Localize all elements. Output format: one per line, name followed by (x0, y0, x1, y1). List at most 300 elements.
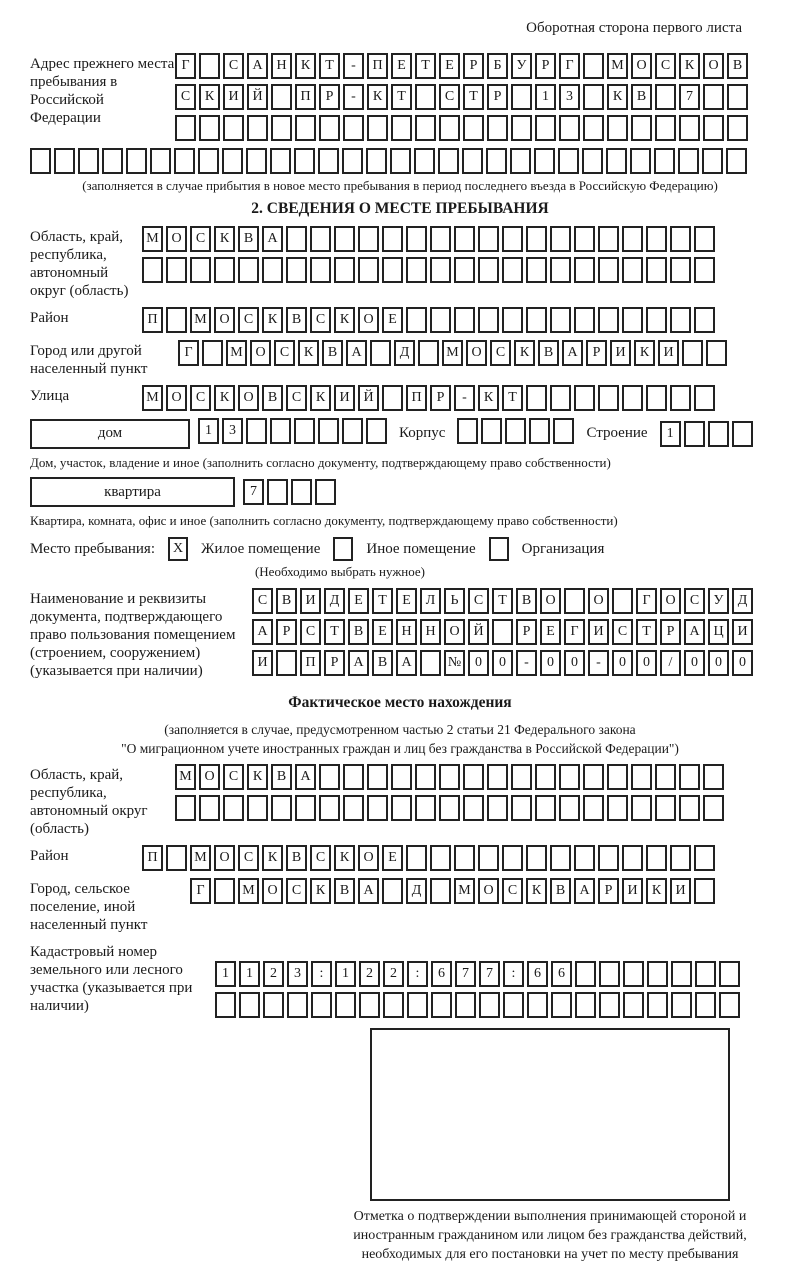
char-cell[interactable] (479, 992, 500, 1018)
char-cell[interactable]: Т (502, 385, 523, 411)
char-cell[interactable] (599, 992, 620, 1018)
char-cell[interactable] (430, 257, 451, 283)
char-cell[interactable] (622, 307, 643, 333)
char-cell[interactable]: 0 (468, 650, 489, 676)
char-cell[interactable] (574, 257, 595, 283)
char-cell[interactable]: Й (358, 385, 379, 411)
char-cell[interactable]: - (588, 650, 609, 676)
char-cell[interactable]: В (276, 588, 297, 614)
char-cell[interactable] (335, 992, 356, 1018)
char-cell[interactable]: Е (382, 307, 403, 333)
char-cell[interactable] (199, 115, 220, 141)
char-cell[interactable]: Е (348, 588, 369, 614)
char-cell[interactable] (287, 992, 308, 1018)
char-cell[interactable]: - (454, 385, 475, 411)
char-cell[interactable] (529, 418, 550, 444)
char-cell[interactable]: К (367, 84, 388, 110)
char-cell[interactable]: С (286, 878, 307, 904)
char-cell[interactable]: 0 (732, 650, 753, 676)
char-cell[interactable]: Е (372, 619, 393, 645)
char-cell[interactable] (598, 257, 619, 283)
char-cell[interactable] (319, 764, 340, 790)
char-cell[interactable]: С (310, 307, 331, 333)
char-cell[interactable] (407, 992, 428, 1018)
char-cell[interactable] (708, 421, 729, 447)
char-cell[interactable]: Д (394, 340, 415, 366)
char-cell[interactable]: 1 (215, 961, 236, 987)
char-cell[interactable]: Г (559, 53, 580, 79)
char-cell[interactable] (582, 148, 603, 174)
char-cell[interactable] (382, 878, 403, 904)
char-cell[interactable] (126, 148, 147, 174)
char-cell[interactable] (343, 115, 364, 141)
checkbox-residential[interactable]: X (168, 537, 188, 561)
char-cell[interactable] (438, 148, 459, 174)
char-cell[interactable]: О (199, 764, 220, 790)
char-cell[interactable]: К (295, 53, 316, 79)
char-cell[interactable]: Д (732, 588, 753, 614)
char-cell[interactable] (431, 992, 452, 1018)
char-cell[interactable] (558, 148, 579, 174)
char-cell[interactable]: С (612, 619, 633, 645)
char-cell[interactable] (551, 992, 572, 1018)
char-cell[interactable] (559, 795, 580, 821)
char-cell[interactable]: К (514, 340, 535, 366)
char-cell[interactable]: С (490, 340, 511, 366)
char-cell[interactable] (631, 764, 652, 790)
char-cell[interactable] (694, 257, 715, 283)
char-cell[interactable] (78, 148, 99, 174)
char-cell[interactable]: С (502, 878, 523, 904)
char-cell[interactable] (367, 795, 388, 821)
char-cell[interactable] (502, 226, 523, 252)
char-cell[interactable] (678, 148, 699, 174)
char-cell[interactable] (646, 307, 667, 333)
char-cell[interactable] (311, 992, 332, 1018)
char-cell[interactable] (238, 257, 259, 283)
char-cell[interactable] (550, 226, 571, 252)
char-cell[interactable] (222, 148, 243, 174)
char-cell[interactable] (294, 418, 315, 444)
char-cell[interactable]: 0 (612, 650, 633, 676)
char-cell[interactable]: М (454, 878, 475, 904)
char-cell[interactable] (655, 84, 676, 110)
char-cell[interactable]: К (247, 764, 268, 790)
char-cell[interactable] (535, 795, 556, 821)
char-cell[interactable]: А (346, 340, 367, 366)
char-cell[interactable]: Т (492, 588, 513, 614)
char-cell[interactable] (271, 115, 292, 141)
char-cell[interactable] (671, 961, 692, 987)
char-cell[interactable]: 7 (455, 961, 476, 987)
char-cell[interactable]: Р (276, 619, 297, 645)
char-cell[interactable] (415, 764, 436, 790)
char-cell[interactable]: Г (190, 878, 211, 904)
char-cell[interactable] (478, 257, 499, 283)
char-cell[interactable] (550, 307, 571, 333)
char-cell[interactable] (684, 421, 705, 447)
char-cell[interactable] (631, 115, 652, 141)
char-cell[interactable] (214, 257, 235, 283)
char-cell[interactable]: С (274, 340, 295, 366)
char-cell[interactable] (418, 340, 439, 366)
char-cell[interactable] (623, 992, 644, 1018)
char-cell[interactable]: Р (487, 84, 508, 110)
char-cell[interactable]: И (670, 878, 691, 904)
char-cell[interactable]: У (708, 588, 729, 614)
char-cell[interactable]: М (142, 385, 163, 411)
char-cell[interactable] (679, 795, 700, 821)
char-cell[interactable] (670, 257, 691, 283)
char-cell[interactable] (574, 385, 595, 411)
char-cell[interactable] (462, 148, 483, 174)
char-cell[interactable] (492, 619, 513, 645)
char-cell[interactable]: К (310, 385, 331, 411)
char-cell[interactable] (703, 115, 724, 141)
char-cell[interactable] (391, 795, 412, 821)
char-cell[interactable]: 3 (559, 84, 580, 110)
char-cell[interactable]: О (478, 878, 499, 904)
char-cell[interactable]: О (660, 588, 681, 614)
char-cell[interactable]: В (372, 650, 393, 676)
char-cell[interactable]: О (358, 307, 379, 333)
char-cell[interactable] (454, 226, 475, 252)
char-cell[interactable]: Г (175, 53, 196, 79)
char-cell[interactable] (694, 385, 715, 411)
char-cell[interactable]: М (442, 340, 463, 366)
char-cell[interactable] (415, 795, 436, 821)
char-cell[interactable]: В (348, 619, 369, 645)
char-cell[interactable]: С (223, 53, 244, 79)
char-cell[interactable] (359, 992, 380, 1018)
char-cell[interactable] (439, 795, 460, 821)
char-cell[interactable]: - (343, 84, 364, 110)
char-cell[interactable]: К (310, 878, 331, 904)
char-cell[interactable]: Т (324, 619, 345, 645)
char-cell[interactable]: М (607, 53, 628, 79)
char-cell[interactable] (358, 257, 379, 283)
char-cell[interactable] (606, 148, 627, 174)
char-cell[interactable]: Р (535, 53, 556, 79)
char-cell[interactable] (505, 418, 526, 444)
char-cell[interactable]: Т (372, 588, 393, 614)
char-cell[interactable] (415, 84, 436, 110)
char-cell[interactable]: Р (324, 650, 345, 676)
char-cell[interactable]: С (468, 588, 489, 614)
char-cell[interactable] (559, 764, 580, 790)
char-cell[interactable]: М (142, 226, 163, 252)
char-cell[interactable] (612, 588, 633, 614)
char-cell[interactable] (457, 418, 478, 444)
char-cell[interactable] (655, 764, 676, 790)
char-cell[interactable]: Н (271, 53, 292, 79)
char-cell[interactable]: В (334, 878, 355, 904)
char-cell[interactable] (574, 307, 595, 333)
char-cell[interactable]: К (298, 340, 319, 366)
char-cell[interactable]: В (271, 764, 292, 790)
char-cell[interactable] (583, 764, 604, 790)
char-cell[interactable] (430, 307, 451, 333)
char-cell[interactable]: И (223, 84, 244, 110)
char-cell[interactable] (630, 148, 651, 174)
char-cell[interactable]: А (262, 226, 283, 252)
char-cell[interactable] (727, 115, 748, 141)
char-cell[interactable] (526, 307, 547, 333)
char-cell[interactable]: В (516, 588, 537, 614)
char-cell[interactable] (102, 148, 123, 174)
char-cell[interactable] (150, 148, 171, 174)
char-cell[interactable]: В (238, 226, 259, 252)
char-cell[interactable] (318, 418, 339, 444)
char-cell[interactable] (382, 385, 403, 411)
char-cell[interactable] (263, 992, 284, 1018)
char-cell[interactable]: С (684, 588, 705, 614)
char-cell[interactable]: И (334, 385, 355, 411)
char-cell[interactable] (334, 257, 355, 283)
char-cell[interactable]: П (142, 307, 163, 333)
char-cell[interactable]: О (262, 878, 283, 904)
char-cell[interactable] (295, 795, 316, 821)
char-cell[interactable]: С (252, 588, 273, 614)
char-cell[interactable] (286, 226, 307, 252)
char-cell[interactable] (703, 764, 724, 790)
char-cell[interactable] (646, 845, 667, 871)
char-cell[interactable]: А (348, 650, 369, 676)
char-cell[interactable]: А (358, 878, 379, 904)
char-cell[interactable]: 3 (222, 418, 243, 444)
char-cell[interactable] (367, 764, 388, 790)
char-cell[interactable] (318, 148, 339, 174)
char-cell[interactable]: Т (463, 84, 484, 110)
char-cell[interactable]: П (406, 385, 427, 411)
char-cell[interactable]: Т (636, 619, 657, 645)
char-cell[interactable] (487, 764, 508, 790)
char-cell[interactable] (631, 795, 652, 821)
char-cell[interactable] (511, 115, 532, 141)
char-cell[interactable]: В (550, 878, 571, 904)
char-cell[interactable] (502, 307, 523, 333)
char-cell[interactable] (486, 148, 507, 174)
char-cell[interactable]: О (540, 588, 561, 614)
char-cell[interactable] (246, 418, 267, 444)
char-cell[interactable]: К (334, 307, 355, 333)
char-cell[interactable] (454, 845, 475, 871)
char-cell[interactable]: : (503, 961, 524, 987)
char-cell[interactable] (583, 53, 604, 79)
char-cell[interactable] (270, 418, 291, 444)
char-cell[interactable] (646, 385, 667, 411)
char-cell[interactable] (502, 257, 523, 283)
char-cell[interactable] (202, 340, 223, 366)
char-cell[interactable]: Р (319, 84, 340, 110)
char-cell[interactable] (430, 878, 451, 904)
char-cell[interactable]: С (655, 53, 676, 79)
char-cell[interactable]: У (511, 53, 532, 79)
char-cell[interactable]: К (262, 845, 283, 871)
char-cell[interactable]: О (250, 340, 271, 366)
char-cell[interactable]: Е (540, 619, 561, 645)
char-cell[interactable]: О (358, 845, 379, 871)
char-cell[interactable] (719, 992, 740, 1018)
char-cell[interactable] (315, 479, 336, 505)
char-cell[interactable] (199, 53, 220, 79)
checkbox-organization[interactable] (489, 537, 509, 561)
char-cell[interactable]: К (334, 845, 355, 871)
char-cell[interactable]: С (238, 845, 259, 871)
char-cell[interactable]: А (247, 53, 268, 79)
char-cell[interactable]: И (732, 619, 753, 645)
char-cell[interactable] (199, 795, 220, 821)
char-cell[interactable] (343, 764, 364, 790)
char-cell[interactable] (406, 257, 427, 283)
char-cell[interactable]: Ь (444, 588, 465, 614)
char-cell[interactable] (166, 845, 187, 871)
char-cell[interactable]: Д (324, 588, 345, 614)
char-cell[interactable] (430, 845, 451, 871)
char-cell[interactable]: К (262, 307, 283, 333)
char-cell[interactable]: О (238, 385, 259, 411)
char-cell[interactable]: Б (487, 53, 508, 79)
char-cell[interactable] (382, 226, 403, 252)
char-cell[interactable] (703, 795, 724, 821)
char-cell[interactable] (694, 307, 715, 333)
char-cell[interactable] (276, 650, 297, 676)
char-cell[interactable] (622, 845, 643, 871)
char-cell[interactable]: С (190, 226, 211, 252)
char-cell[interactable] (391, 115, 412, 141)
char-cell[interactable] (726, 148, 747, 174)
char-cell[interactable]: К (646, 878, 667, 904)
char-cell[interactable]: А (684, 619, 705, 645)
char-cell[interactable]: М (190, 307, 211, 333)
char-cell[interactable] (622, 385, 643, 411)
char-cell[interactable] (414, 148, 435, 174)
char-cell[interactable] (702, 148, 723, 174)
char-cell[interactable] (682, 340, 703, 366)
char-cell[interactable]: 7 (679, 84, 700, 110)
char-cell[interactable] (553, 418, 574, 444)
char-cell[interactable]: О (444, 619, 465, 645)
char-cell[interactable] (679, 115, 700, 141)
char-cell[interactable]: П (300, 650, 321, 676)
char-cell[interactable] (382, 257, 403, 283)
char-cell[interactable] (727, 84, 748, 110)
char-cell[interactable] (670, 307, 691, 333)
char-cell[interactable] (478, 845, 499, 871)
char-cell[interactable]: Р (586, 340, 607, 366)
char-cell[interactable] (647, 992, 668, 1018)
char-cell[interactable] (198, 148, 219, 174)
char-cell[interactable] (695, 961, 716, 987)
char-cell[interactable] (564, 588, 585, 614)
char-cell[interactable]: Г (564, 619, 585, 645)
char-cell[interactable]: 0 (564, 650, 585, 676)
char-cell[interactable] (511, 764, 532, 790)
char-cell[interactable] (695, 992, 716, 1018)
char-cell[interactable]: О (631, 53, 652, 79)
char-cell[interactable]: Р (660, 619, 681, 645)
char-cell[interactable] (343, 795, 364, 821)
char-cell[interactable] (366, 148, 387, 174)
char-cell[interactable] (654, 148, 675, 174)
char-cell[interactable] (286, 257, 307, 283)
char-cell[interactable]: А (574, 878, 595, 904)
char-cell[interactable]: О (588, 588, 609, 614)
char-cell[interactable] (463, 115, 484, 141)
char-cell[interactable] (310, 226, 331, 252)
char-cell[interactable]: Й (468, 619, 489, 645)
char-cell[interactable] (622, 257, 643, 283)
char-cell[interactable]: Р (463, 53, 484, 79)
char-cell[interactable]: : (311, 961, 332, 987)
char-cell[interactable] (607, 115, 628, 141)
char-cell[interactable]: 0 (492, 650, 513, 676)
char-cell[interactable] (510, 148, 531, 174)
char-cell[interactable] (54, 148, 75, 174)
char-cell[interactable] (583, 84, 604, 110)
char-cell[interactable]: К (607, 84, 628, 110)
char-cell[interactable]: Р (516, 619, 537, 645)
char-cell[interactable]: В (322, 340, 343, 366)
char-cell[interactable] (367, 115, 388, 141)
char-cell[interactable] (166, 257, 187, 283)
char-cell[interactable]: 6 (551, 961, 572, 987)
char-cell[interactable]: В (631, 84, 652, 110)
char-cell[interactable]: Й (247, 84, 268, 110)
char-cell[interactable]: / (660, 650, 681, 676)
char-cell[interactable] (262, 257, 283, 283)
char-cell[interactable]: С (310, 845, 331, 871)
char-cell[interactable] (247, 115, 268, 141)
char-cell[interactable] (406, 226, 427, 252)
char-cell[interactable] (334, 226, 355, 252)
char-cell[interactable] (383, 992, 404, 1018)
char-cell[interactable] (430, 226, 451, 252)
char-cell[interactable]: Т (319, 53, 340, 79)
char-cell[interactable]: № (444, 650, 465, 676)
char-cell[interactable] (607, 764, 628, 790)
char-cell[interactable] (223, 795, 244, 821)
char-cell[interactable] (455, 992, 476, 1018)
char-cell[interactable]: 2 (359, 961, 380, 987)
char-cell[interactable]: Н (420, 619, 441, 645)
char-cell[interactable] (166, 307, 187, 333)
char-cell[interactable]: О (466, 340, 487, 366)
char-cell[interactable]: Р (430, 385, 451, 411)
char-cell[interactable]: Г (178, 340, 199, 366)
char-cell[interactable] (239, 992, 260, 1018)
char-cell[interactable] (502, 845, 523, 871)
char-cell[interactable] (598, 226, 619, 252)
char-cell[interactable]: 6 (527, 961, 548, 987)
char-cell[interactable] (575, 961, 596, 987)
char-cell[interactable]: И (622, 878, 643, 904)
char-cell[interactable]: 0 (636, 650, 657, 676)
char-cell[interactable] (598, 307, 619, 333)
char-cell[interactable] (223, 115, 244, 141)
char-cell[interactable] (526, 385, 547, 411)
char-cell[interactable] (623, 961, 644, 987)
char-cell[interactable]: В (727, 53, 748, 79)
char-cell[interactable] (487, 795, 508, 821)
char-cell[interactable] (391, 764, 412, 790)
char-cell[interactable]: С (300, 619, 321, 645)
char-cell[interactable]: Т (391, 84, 412, 110)
char-cell[interactable]: Р (598, 878, 619, 904)
char-cell[interactable] (574, 845, 595, 871)
char-cell[interactable] (463, 764, 484, 790)
char-cell[interactable] (670, 845, 691, 871)
